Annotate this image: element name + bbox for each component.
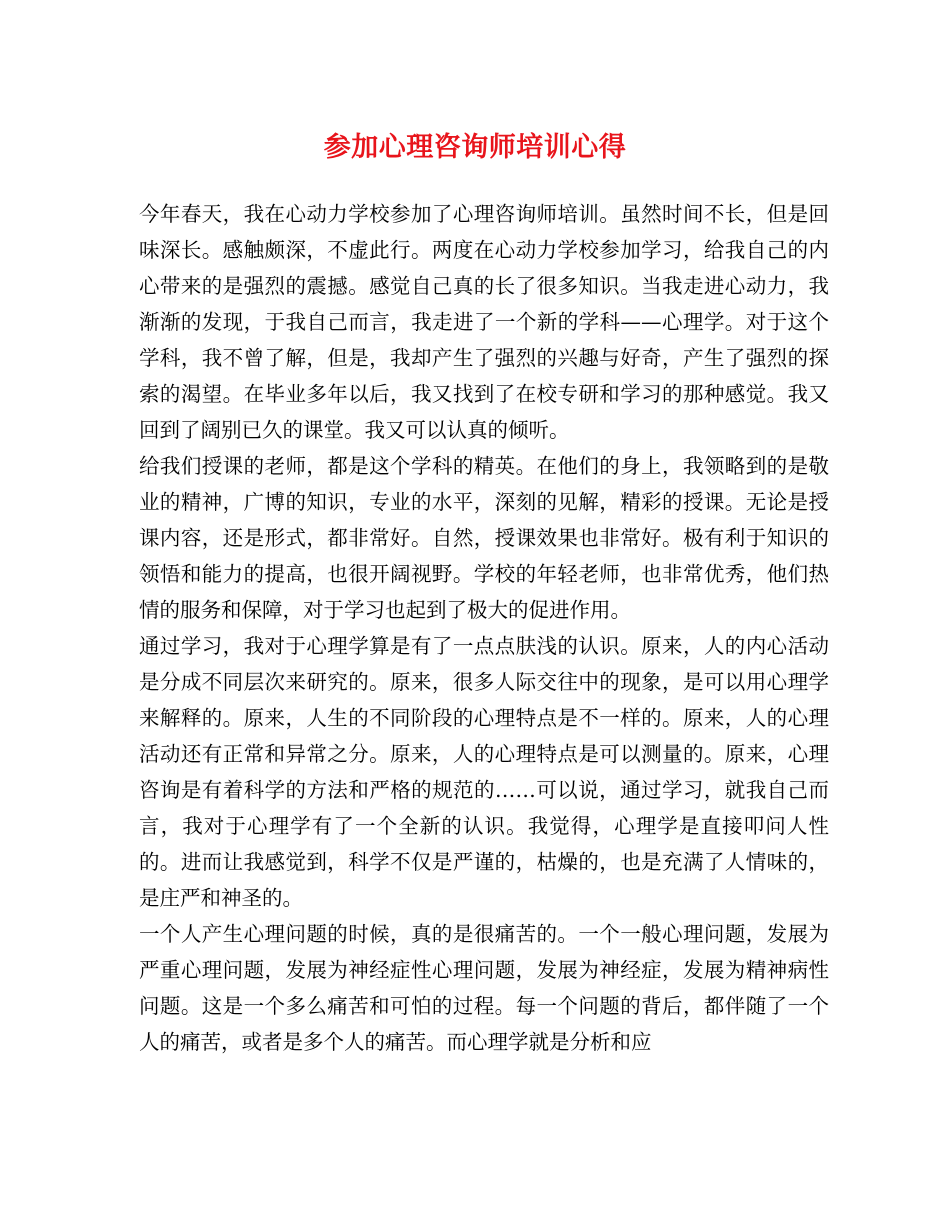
paragraph-3: 通过学习，我对于心理学算是有了一点点肤浅的认识。原来，人的内心活动是分成不同层次来研究的。原来，很多人际交往中的现象，是可以用心理学来解释的。原来，人生的不同阶段的心理特点是不一样的。原来，人的心理活动还有正常和异常之分。原来，人的心理特点是可以测量的。原来，心理咨询是有着科学的方法和严格的规范的……可以说，通过学习，就我自己而言，我对于心理学有了一个全新的认识。我觉得，心理学是直接叩问人性的。进而让我感觉到，科学不仅是严谨的，枯燥的，也是充满了人情味的，是庄严和神圣的。 (139, 634, 829, 910)
paragraph-2: 给我们授课的老师，都是这个学科的精英。在他们的身上，我领略到的是敬业的精神，广博的知识，专业的水平，深刻的见解，精彩的授课。无论是授课内容，还是形式，都非常好。自然，授课效果也非常好。极有利于知识的领悟和能力的提高，也很开阔视野。学校的年轻老师，也非常优秀，他们热情的服务和保障，对于学习也起到了极大的促进作用。 (139, 454, 829, 622)
paragraph-1: 今年春天，我在心动力学校参加了心理咨询师培训。虽然时间不长，但是回味深长。感触颇深，不虚此行。两度在心动力学校参加学习，给我自己的内心带来的是强烈的震撼。感觉自己真的长了很多知识。当我走进心动力，我渐渐的发现，于我自己而言，我走进了一个新的学科——心理学。对于这个学科，我不曾了解，但是，我却产生了强烈的兴趣与好奇，产生了强烈的探索的渴望。在毕业多年以后，我又找到了在校专研和学习的那种感觉。我又回到了阔别已久的课堂。我又可以认真的倾听。 (139, 202, 829, 442)
paragraph-4: 一个人产生心理问题的时候，真的是很痛苦的。一个一般心理问题，发展为严重心理问题，发展为神经症性心理问题，发展为神经症，发展为精神病性问题。这是一个多么痛苦和可怕的过程。每一个问题的背后，都伴随了一个人的痛苦，或者是多个人的痛苦。而心理学就是分析和应 (139, 922, 829, 1054)
document-title: 参加心理咨询师培训心得 (323, 132, 627, 163)
document-body (139, 196, 829, 1060)
